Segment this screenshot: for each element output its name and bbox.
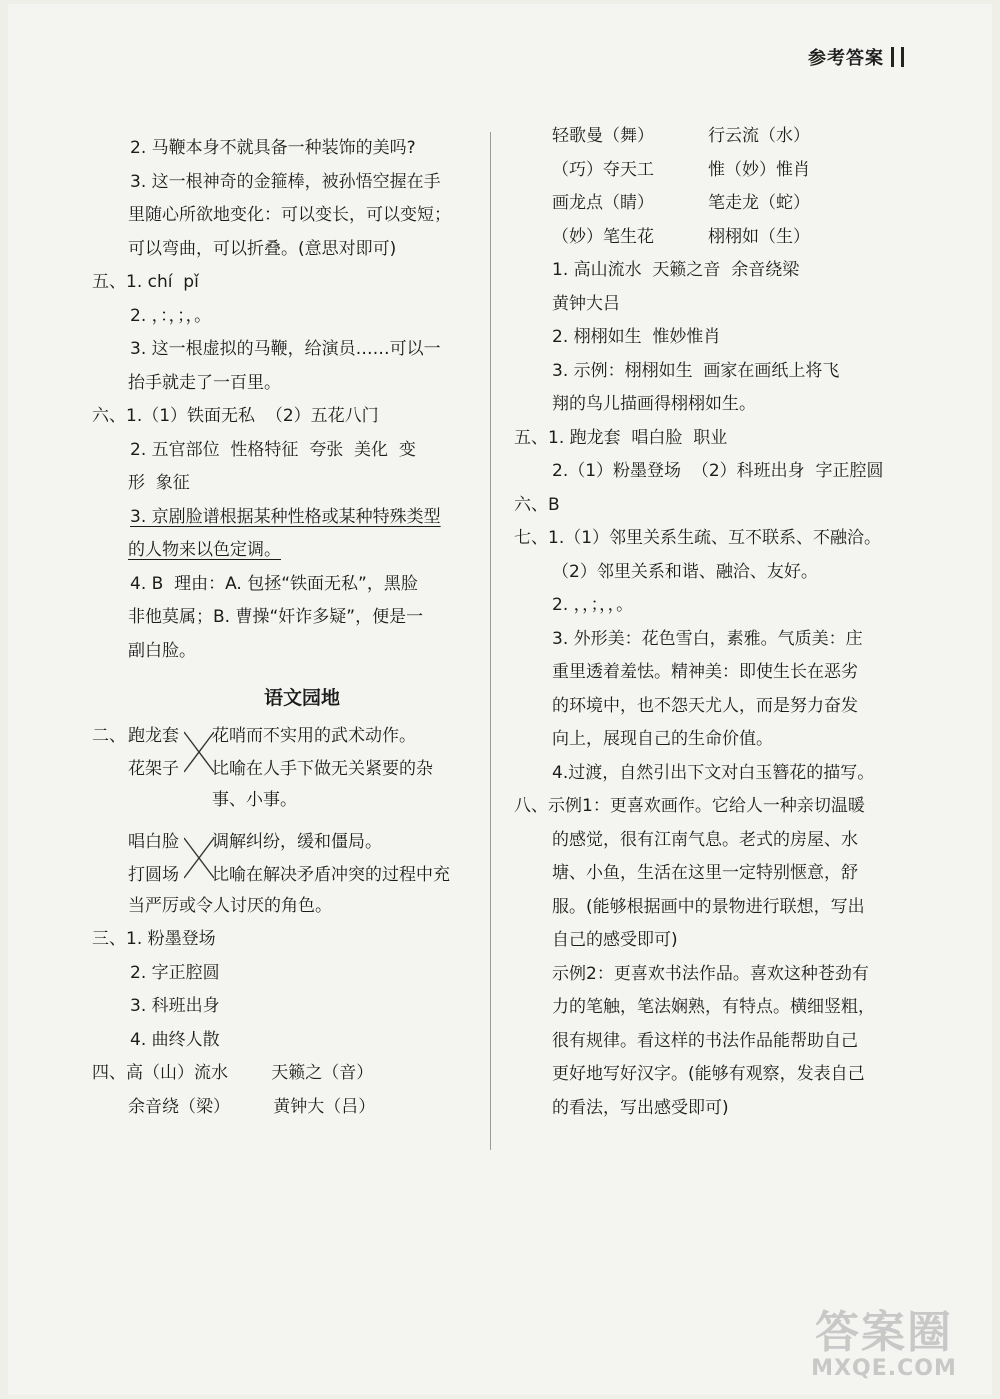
answer-line: （2）邻里关系和谐、融洽、友好。 xyxy=(552,561,818,582)
match-definition: 花哨而不实用的武术动作。 xyxy=(212,726,416,746)
match-definition: 调解纠纷，缓和僵局。 xyxy=(212,831,382,852)
answer-line: 力的笔触，笔法娴熟，有特点。横细竖粗， xyxy=(552,997,875,1017)
answer-line: 示例2：更喜欢书法作品。喜欢这种苍劲有 xyxy=(552,963,869,984)
answer-line: 1. 高山流水 天籁之音 余音绕梁 xyxy=(552,260,800,280)
cross-line-icon xyxy=(184,726,214,778)
answer-line: 轻歌曼（舞） 行云流（水） xyxy=(552,126,811,146)
answer-line: 3. 外形美：花色雪白，素雅。气质美：庄 xyxy=(552,628,863,649)
answer-line: 4.过渡，自然引出下文对白玉簪花的描写。 xyxy=(552,762,875,783)
watermark-text: 答案圈 xyxy=(815,1307,953,1358)
answer-line: （巧）夺天工 惟（妙）惟肖 xyxy=(552,159,811,180)
answer-line: 3. 示例：栩栩如生 画家在画纸上将飞 xyxy=(552,360,840,381)
answer-line: 黄钟大吕 xyxy=(552,293,620,314)
answer-line: 很有规律。看这样的书法作品能帮助自己 xyxy=(552,1030,858,1051)
page xyxy=(8,4,992,1395)
answer-line: 3. 科班出身 xyxy=(130,996,220,1016)
answer-line: 画龙点（睛） 笔走龙（蛇） xyxy=(552,193,811,213)
answer-line: 2. ，：，；，。 xyxy=(130,305,212,326)
answer-line: 六、1.（1）铁面无私 （2）五花八门 xyxy=(92,406,379,426)
answer-line: 五、1. 跑龙套 唱白脸 职业 xyxy=(514,427,728,448)
watermark-url: MXQE.COM xyxy=(811,1356,957,1381)
answer-line: 服。(能够根据画中的景物进行联想，写出 xyxy=(552,896,865,917)
answer-line: 五、1. chí pǐ xyxy=(92,272,199,292)
answer-line: 七、1.（1）邻里关系生疏、互不联系、不融洽。 xyxy=(514,528,882,548)
match-definition: 比喻在解决矛盾冲突的过程中充 xyxy=(212,864,450,885)
answer-line: 2. 栩栩如生 惟妙惟肖 xyxy=(552,327,721,347)
question-number: 二、 xyxy=(92,726,126,746)
right-column xyxy=(514,120,904,1125)
answer-line: 形 象征 xyxy=(128,473,190,493)
matching-pair-1 xyxy=(92,720,472,784)
answer-line: 八、示例1：更喜欢画作。它给人一种亲切温暖 xyxy=(514,796,865,816)
answer-line: 余音绕（梁） 黄钟大（吕） xyxy=(128,1096,376,1117)
site-watermark-logo xyxy=(794,1307,974,1381)
match-definition-cont: 事、小事。 xyxy=(212,790,297,810)
answer-line-underlined: 3. 京剧脸谱根据某种性格或某种特殊类型 xyxy=(130,506,441,527)
answer-line: 的感觉，很有江南气息。老式的房屋、水 xyxy=(552,829,858,850)
answer-line: 4. B 理由：A. 包拯“铁面无私”，黑脸 xyxy=(130,573,418,594)
answer-line: 翔的鸟儿描画得栩栩如生。 xyxy=(552,394,756,414)
answer-line: 2.（1）粉墨登场 （2）科班出身 字正腔圆 xyxy=(552,461,884,481)
answer-line: （妙）笔生花 栩栩如（生） xyxy=(552,226,811,247)
answer-line: 四、高（山）流水 天籁之（音） xyxy=(92,1063,374,1083)
answer-line: 更好地写好汉字。(能够有观察，发表自己 xyxy=(552,1064,865,1084)
header-bar-mark-2 xyxy=(901,47,904,67)
cross-line-icon xyxy=(184,832,214,884)
match-definition: 比喻在人手下做无关紧要的杂 xyxy=(212,759,433,779)
header-bar-mark xyxy=(891,47,894,67)
match-term: 唱白脸 xyxy=(128,831,179,852)
answer-line: 的环境中，也不怨天尤人，而是努力奋发 xyxy=(552,695,858,716)
answer-line: 里随心所欲地变化：可以变长，可以变短； xyxy=(128,205,451,225)
answer-line: 3. 这一根虚拟的马鞭，给演员……可以一 xyxy=(130,339,441,359)
answer-line: 三、1. 粉墨登场 xyxy=(92,929,216,949)
page-header xyxy=(808,44,904,70)
matching-pair-2 xyxy=(92,826,472,890)
answer-line: 2. 字正腔圆 xyxy=(130,962,220,983)
answer-line: 2. 五官部位 性格特征 夸张 美化 变 xyxy=(130,439,416,460)
answer-line-underlined: 的人物来以色定调。 xyxy=(128,540,281,560)
match-term: 打圆场 xyxy=(128,864,179,885)
answer-line: 2. ，，；，，。 xyxy=(552,595,634,615)
answer-line: 向上，展现自己的生命价值。 xyxy=(552,729,773,749)
answer-line: 非他莫属；B. 曹操“奸诈多疑”，便是一 xyxy=(128,607,424,627)
answer-line: 4. 曲终人散 xyxy=(130,1029,220,1050)
left-column xyxy=(92,132,472,1124)
answer-line: 的看法，写出感受即可) xyxy=(552,1097,729,1118)
match-definition-cont: 当严厉或令人讨厌的角色。 xyxy=(128,895,332,916)
answer-line: 3. 这一根神奇的金箍棒，被孙悟空握在手 xyxy=(130,171,441,192)
answer-line: 重里透着羞怯。精神美：即使生长在恶劣 xyxy=(552,662,858,682)
answer-line: 副白脸。 xyxy=(128,640,196,661)
answer-line: 六、B xyxy=(514,494,560,515)
header-title: 参考答案 xyxy=(808,48,884,69)
column-divider xyxy=(490,132,491,1150)
answer-line: 自己的感受即可) xyxy=(552,930,678,950)
match-term: 花架子 xyxy=(128,759,179,779)
answer-line: 塘、小鱼，生活在这里一定特别惬意，舒 xyxy=(552,863,858,883)
answer-line: 2. 马鞭本身不就具备一种装饰的美吗? xyxy=(130,138,416,158)
match-term: 跑龙套 xyxy=(128,726,179,746)
answer-line: 抬手就走了一百里。 xyxy=(128,372,281,393)
answer-line: 可以弯曲，可以折叠。(意思对即可) xyxy=(128,238,397,259)
section-title: 语文园地 xyxy=(263,687,340,709)
